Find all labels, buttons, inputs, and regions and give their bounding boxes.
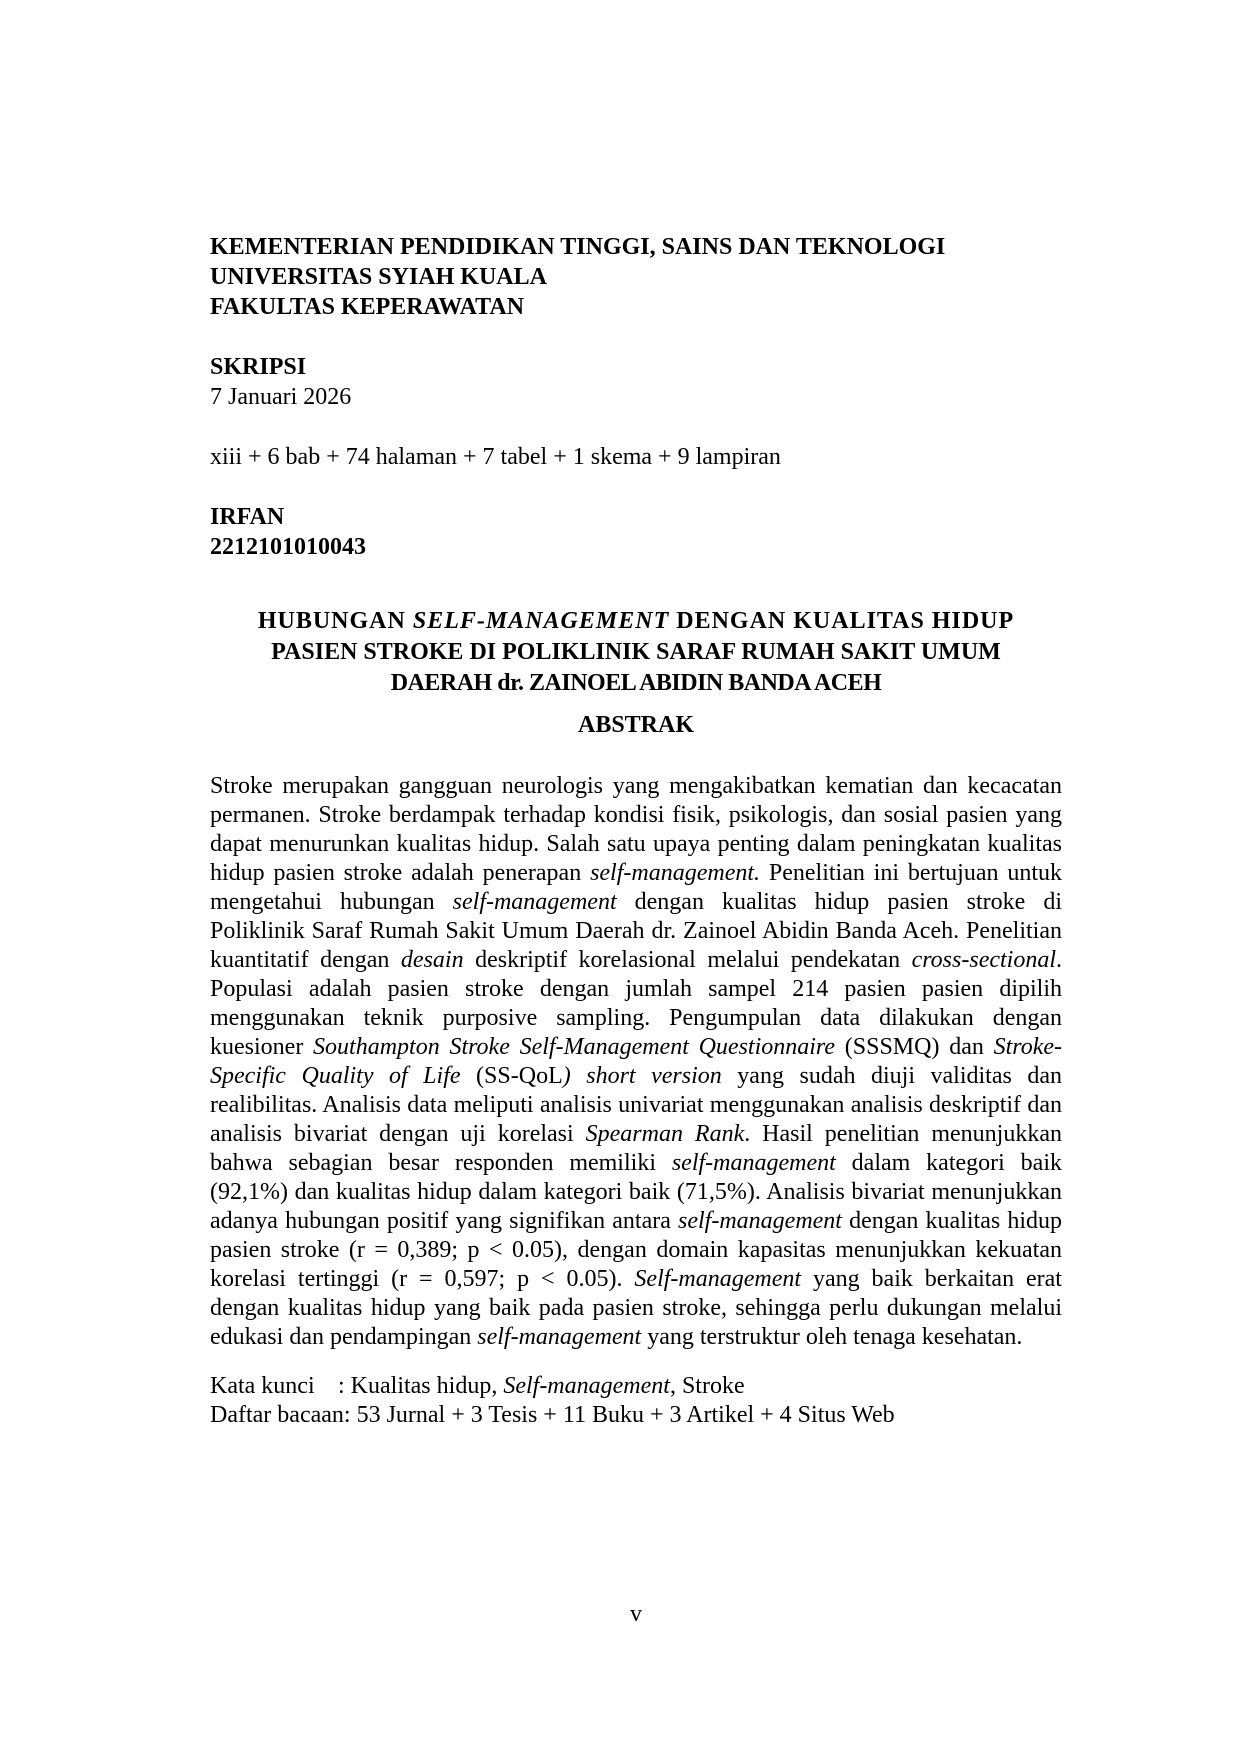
abstract-paragraph: Stroke merupakan gangguan neurologis yang mengakibatkan kematian dan kecacatan permanen. Stroke berdampak terhadap kondisi fisik, psikologis, dan sosial pasien yang dapat menurunkan kualitas hidup. Salah satu upaya penting dalam peningkatan kualitas hidup pasien stroke adalah penerapan self-management. Penelitian ini bertujuan untuk mengetahui hubungan self-management dengan kualitas hidup pasien stroke di Poliklinik Saraf Rumah Sakit Umum Daerah dr. Zainoel Abidin Banda Aceh. Penelitian kuantitatif dengan desain deskriptif korelasional melalui pendekatan cross-sectional. Populasi adalah pasien stroke dengan jumlah sampel 214 pasien pasien dipilih menggunakan teknik purposive sampling. Pengumpulan data dilakukan dengan kuesioner Southampton Stroke Self-Management Questionnaire (SSSMQ) dan Stroke-Specific Quality of Life (SS-QoL) short version yang sudah diuji validitas dan realibilitas. Analisis data meliputi analisis univariat menggunakan analisis deskriptif dan analisis bivariat dengan uji korelasi Spearman Rank. Hasil penelitian menunjukkan bahwa sebagian besar responden memiliki self-management dalam kategori baik (92,1%) dan kualitas hidup dalam kategori baik (71,5%). Analisis bivariat menunjukkan adanya hubungan positif yang signifikan antara self-management dengan kualitas hidup pasien stroke (r = 0,389; p < 0.05), dengan domain kapasitas menunjukkan kekuatan korelasi tertinggi (r = 0,597; p < 0.05). Self-management yang baik berkaitan erat dengan kualitas hidup yang baik pada pasien stroke, sehingga perlu dukungan melalui edukasi dan pendampingan self-management yang terstruktur oleh tenaga kesehatan. — [210, 773, 1063, 1350]
defense-date: 7 Januari 2026 — [210, 384, 352, 410]
blank-line — [210, 472, 1062, 502]
keywords-value: : Kualitas hidup, Self-management, Stroke — [338, 1373, 745, 1399]
blank-line — [210, 412, 1062, 442]
document-type-label: SKRIPSI — [210, 354, 307, 380]
author-name: IRFAN — [210, 504, 285, 530]
thesis-title — [210, 606, 1062, 699]
collation-note: xiii + 6 bab + 74 halaman + 7 tabel + 1 skema + 9 lampiran — [210, 444, 781, 470]
page-number: v — [630, 1601, 642, 1627]
page-content — [210, 232, 1062, 1430]
student-id: 2212101010043 — [210, 534, 366, 560]
keywords-line — [210, 1372, 1062, 1401]
bibliography-line: Daftar bacaan: 53 Jurnal + 3 Tesis + 11 Buku + 3 Artikel + 4 Situs Web — [210, 1402, 895, 1428]
title-line-2: PASIEN STROKE DI POLIKLINIK SARAF RUMAH SAKIT UMUM — [271, 639, 1001, 665]
university-line: UNIVERSITAS SYIAH KUALA — [210, 264, 547, 290]
ministry-line: KEMENTERIAN PENDIDIKAN TINGGI, SAINS DAN TEKNOLOGI — [210, 234, 946, 260]
abstract-heading: ABSTRAK — [577, 712, 695, 738]
blank-line — [210, 322, 1062, 352]
header-block — [210, 232, 1062, 562]
title-line-3: DAERAH dr. ZAINOEL ABIDIN BANDA ACEH — [390, 670, 882, 696]
title-line-1: HUBUNGAN SELF-MANAGEMENT DENGAN KUALITAS HIDUP — [257, 608, 1015, 634]
faculty-line: FAKULTAS KEPERAWATAN — [210, 294, 525, 320]
footer-block — [210, 1372, 1062, 1430]
keywords-label: Kata kunci — [210, 1373, 315, 1399]
